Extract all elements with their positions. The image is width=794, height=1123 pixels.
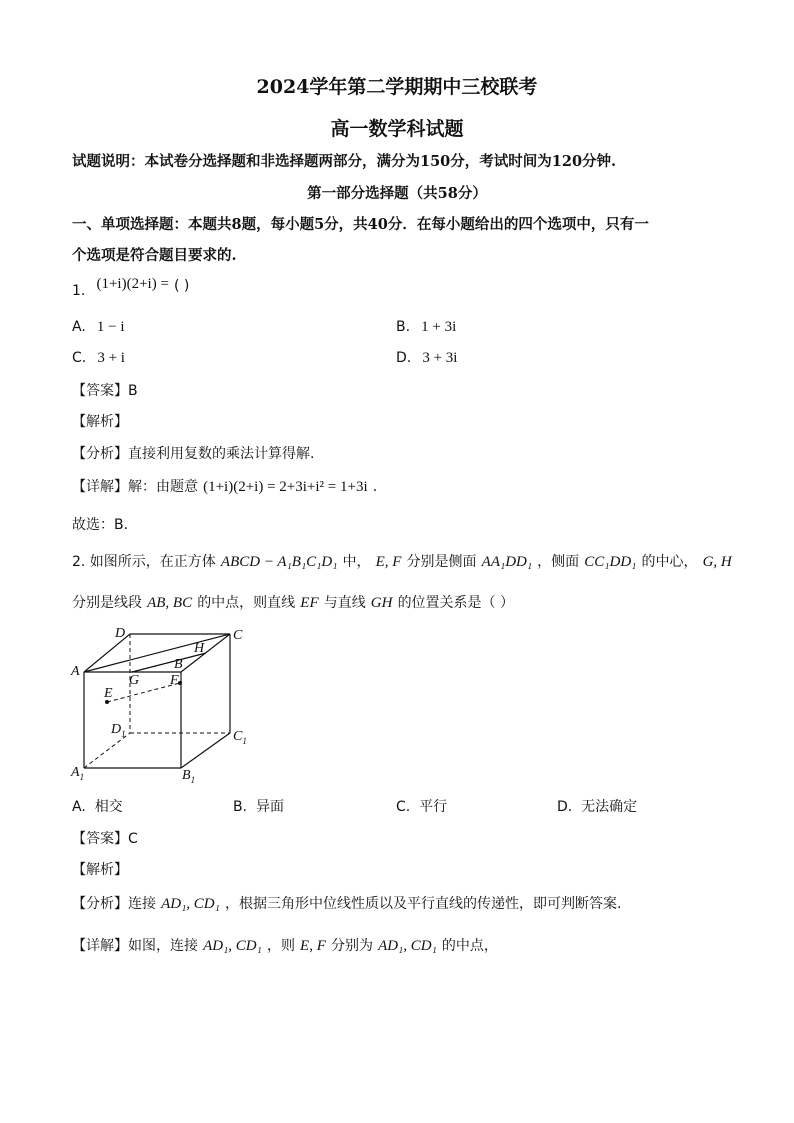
question-2-stem-line1: 2. 如图所示，在正方体 ABCD − A₁B₁C₁D₁ 中， E, F 分别是侧面 AA₁DD₁ ，侧面 CC₁DD₁ 的中心， G, H bbox=[72, 554, 732, 570]
label-A1: $A_1$ bbox=[71, 765, 85, 782]
label-F: F bbox=[170, 673, 179, 688]
section1-heading-line2: 个选项是符合题目要求的. bbox=[72, 247, 237, 264]
q1-expression: (1+i)(2+i) = bbox=[96, 276, 169, 292]
q2-answer: 【答案】C bbox=[72, 831, 138, 847]
label-B1: $B_1$ bbox=[182, 768, 196, 785]
q1-option-b: B. 1 + 3i bbox=[396, 319, 457, 335]
page-subtitle: 高一数学科试题 bbox=[330, 118, 464, 140]
q2-option-d: D. 无法确定 bbox=[557, 799, 638, 815]
q2-analysis-label: 【解析】 bbox=[72, 862, 128, 878]
label-G: G bbox=[129, 673, 140, 688]
q1-answer-paren: ( ) bbox=[174, 278, 190, 294]
q1-fenxi: 【分析】直接利用复数的乘法计算得解. bbox=[72, 446, 315, 462]
label-D1: $D_1$ bbox=[111, 722, 126, 739]
edge-B1C1 bbox=[181, 733, 230, 768]
q2-option-b: B. 异面 bbox=[233, 799, 284, 815]
q1-detail: 【详解】解：由题意 (1+i)(2+i) = 2+3i+i² = 1+3i . bbox=[72, 479, 378, 495]
label-B: B bbox=[174, 657, 183, 672]
q1-option-c: C. 3 + i bbox=[72, 350, 125, 366]
q2-option-a: A. 相交 bbox=[72, 799, 123, 815]
q1-option-a: A. 1 − i bbox=[72, 319, 125, 335]
q1-conclusion: 故选：B. bbox=[72, 517, 129, 533]
q2-option-c: C. 平行 bbox=[396, 799, 448, 815]
cube-figure bbox=[66, 620, 256, 785]
label-E: E bbox=[104, 686, 113, 701]
section1-heading-line1: 一、单项选择题：本题共8题，每小题5分，共40分．在每小题给出的四个选项中，只有一 bbox=[72, 216, 649, 233]
question-1-stem bbox=[72, 276, 190, 300]
part1-heading: 第一部分选择题（共58分） bbox=[307, 185, 487, 202]
label-D: D bbox=[115, 626, 126, 641]
label-H: H bbox=[194, 641, 205, 656]
question-number: 1. bbox=[72, 283, 86, 299]
q1-option-d: D. 3 + 3i bbox=[396, 350, 458, 366]
exam-instructions: 试题说明：本试卷分选择题和非选择题两部分，满分为150分，考试时间为120分钟. bbox=[72, 153, 617, 170]
label-C: C bbox=[233, 628, 243, 643]
point-F bbox=[178, 681, 182, 685]
label-C1: $C_1$ bbox=[233, 729, 247, 746]
question-2-stem-line2: 分别是线段 AB, BC 的中点，则直线 EF 与直线 GH 的位置关系是（ ） bbox=[72, 595, 515, 611]
q2-fenxi: 【分析】连接 AD₁, CD₁ ，根据三角形中位线性质以及平行直线的传递性，即可判断答案. bbox=[72, 896, 622, 912]
page-title: 2024学年第二学期期中三校联考 bbox=[256, 76, 538, 98]
q1-analysis-label: 【解析】 bbox=[72, 414, 128, 430]
q2-detail: 【详解】如图，连接 AD₁, CD₁ ，则 E, F 分别为 AD₁, CD₁ 的中点， bbox=[72, 938, 498, 954]
label-A: A bbox=[71, 664, 80, 679]
diagonal-AC bbox=[84, 634, 230, 672]
q1-answer: 【答案】B bbox=[72, 383, 138, 399]
